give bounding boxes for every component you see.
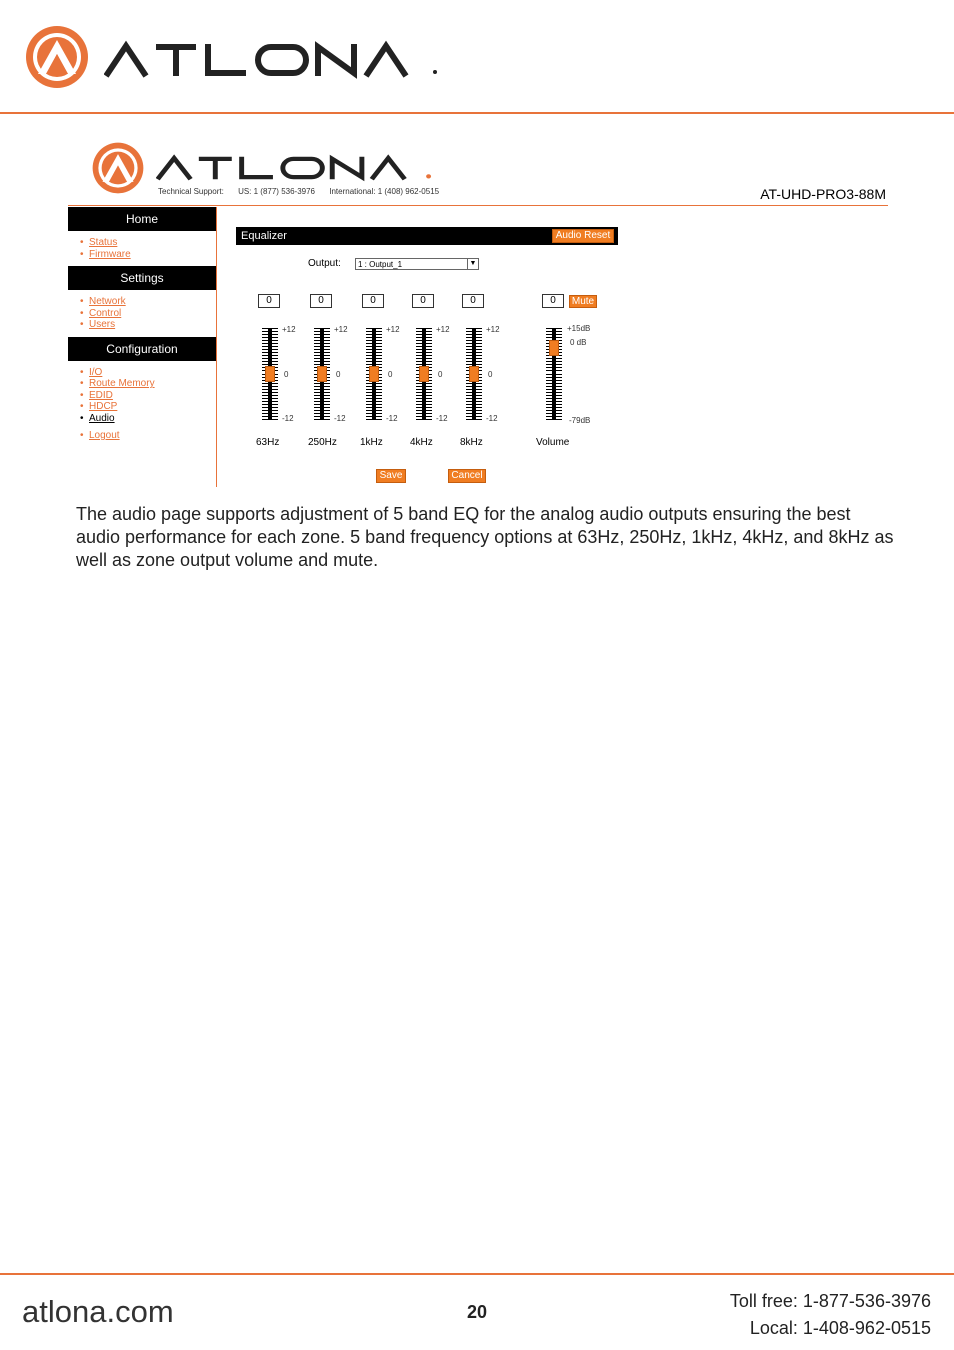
band-mid-label: 0 [438, 370, 443, 379]
footer-site: atlona.com [22, 1294, 174, 1329]
slider-tick [466, 343, 482, 344]
slider-tick [262, 419, 278, 420]
slider-tick [546, 331, 562, 332]
slider-tick [366, 410, 382, 411]
model-name: AT-UHD-PRO3-88M [760, 186, 886, 202]
slider-tick [262, 398, 278, 399]
slider-tick [262, 401, 278, 402]
slider-tick [314, 358, 330, 359]
slider-tick [416, 355, 432, 356]
config-list [68, 361, 216, 431]
toll-free-number: Toll free: 1-877-536-3976 [729, 1291, 931, 1311]
slider-tick [416, 352, 432, 353]
nav-item-edid[interactable]: • EDID [80, 390, 216, 402]
slider-tick [314, 419, 330, 420]
chevron-down-icon: ▼ [467, 259, 478, 269]
slider-tick [366, 331, 382, 332]
slider-tick [416, 337, 432, 338]
slider-tick [466, 328, 482, 329]
slider-tick [314, 398, 330, 399]
slider-tick [262, 407, 278, 408]
slider-tick [314, 343, 330, 344]
slider-tick [366, 392, 382, 393]
slider-tick [366, 383, 382, 384]
slider-tick [546, 395, 562, 396]
slider-tick [416, 401, 432, 402]
slider-tick [262, 343, 278, 344]
atlona-logo-icon [24, 24, 90, 90]
slider-tick [416, 398, 432, 399]
sidebar-nav [68, 207, 216, 448]
output-label: Output: [308, 258, 341, 269]
header-rule [0, 112, 954, 114]
slider-tick [314, 346, 330, 347]
slider-tick [366, 337, 382, 338]
slider-tick [416, 392, 432, 393]
slider-tick [262, 410, 278, 411]
slider-tick [546, 404, 562, 405]
band-value-input[interactable]: 0 [412, 294, 434, 308]
slider-tick [466, 349, 482, 350]
slider-knob[interactable] [549, 340, 559, 356]
slider-tick [546, 364, 562, 365]
band-slider[interactable] [414, 328, 434, 420]
support-intl: International: 1 (408) 962-0515 [329, 187, 440, 196]
description-text: The audio page supports adjustment of 5 band EQ for the analog audio outputs ensuring the best audio performance for each zone. 5 band frequency options at 63Hz, 250Hz, 1kHz, 4kHz, and 8kHz as well as zone output volume and mute. [76, 504, 894, 570]
slider-tick [366, 389, 382, 390]
slider-tick [314, 401, 330, 402]
slider-tick [262, 404, 278, 405]
band-value-input[interactable]: 0 [258, 294, 280, 308]
slider-tick [262, 334, 278, 335]
band-value-input[interactable]: 0 [310, 294, 332, 308]
slider-tick [546, 377, 562, 378]
band-frequency-label: 250Hz [308, 437, 337, 448]
slider-tick [416, 416, 432, 417]
audio-reset-button[interactable]: Audio Reset [552, 229, 614, 243]
slider-tick [314, 386, 330, 387]
slider-tick [466, 364, 482, 365]
slider-tick [546, 401, 562, 402]
slider-tick [314, 361, 330, 362]
slider-tick [546, 419, 562, 420]
volume-label: Volume [536, 437, 570, 448]
home-list [68, 231, 216, 266]
slider-tick [262, 358, 278, 359]
slider-tick [416, 383, 432, 384]
slider-tick [416, 419, 432, 420]
slider-tick [466, 386, 482, 387]
slider-tick [546, 334, 562, 335]
nav-item-control[interactable]: • Control [80, 308, 216, 320]
slider-tick [262, 331, 278, 332]
nav-item-hdcp[interactable]: • HDCP [80, 401, 216, 413]
band-max-label: +12 [334, 325, 348, 334]
nav-item-status[interactable]: • Status [80, 237, 216, 249]
band-min-label: -12 [386, 414, 398, 423]
nav-item-route-memory[interactable]: • Route Memory [80, 378, 216, 390]
screenshot-rule [68, 205, 888, 206]
band-max-label: +12 [486, 325, 500, 334]
slider-tick [466, 331, 482, 332]
slider-knob[interactable] [419, 366, 429, 382]
slider-tick [416, 334, 432, 335]
slider-tick [262, 328, 278, 329]
band-mid-label: 0 [284, 370, 289, 379]
slider-tick [416, 389, 432, 390]
eq-band [462, 294, 542, 454]
slider-tick [366, 352, 382, 353]
band-min-label: -12 [486, 414, 498, 423]
atlona-logo-icon [90, 141, 146, 195]
band-slider[interactable] [464, 328, 484, 420]
band-slider[interactable] [312, 328, 332, 420]
slider-tick [314, 355, 330, 356]
slider-tick [366, 413, 382, 414]
slider-tick [466, 419, 482, 420]
slider-tick [262, 389, 278, 390]
slider-tick [466, 395, 482, 396]
slider-tick [416, 328, 432, 329]
slider-tick [366, 346, 382, 347]
nav-item-logout[interactable]: • Logout [80, 430, 216, 442]
atlona-wordmark [104, 40, 444, 80]
slider-tick [366, 334, 382, 335]
logout-list [68, 430, 216, 448]
nav-item-network[interactable]: • Network [80, 296, 216, 308]
volume-max-label: +15dB [567, 324, 591, 333]
slider-tick [366, 364, 382, 365]
slider-tick [466, 407, 482, 408]
slider-tick [262, 349, 278, 350]
slider-tick [416, 364, 432, 365]
band-frequency-label: 8kHz [460, 437, 483, 448]
band-frequency-label: 63Hz [256, 437, 280, 448]
slider-tick [366, 407, 382, 408]
slider-knob[interactable] [369, 366, 379, 382]
slider-tick [262, 364, 278, 365]
slider-tick [466, 352, 482, 353]
settings-list [68, 290, 216, 337]
band-min-label: -12 [436, 414, 448, 423]
slider-tick [546, 389, 562, 390]
slider-tick [546, 410, 562, 411]
slider-knob[interactable] [469, 366, 479, 382]
slider-knob[interactable] [265, 366, 275, 382]
slider-tick [262, 346, 278, 347]
slider-tick [314, 364, 330, 365]
band-slider[interactable] [260, 328, 280, 420]
band-slider[interactable] [364, 328, 384, 420]
slider-tick [466, 355, 482, 356]
support-line [158, 187, 451, 196]
slider-tick [466, 346, 482, 347]
slider-tick [546, 328, 562, 329]
slider-tick [416, 386, 432, 387]
slider-tick [546, 416, 562, 417]
volume-control [536, 294, 612, 454]
slider-tick [416, 361, 432, 362]
slider-tick [546, 386, 562, 387]
nav-item-io[interactable]: • I/O [80, 367, 216, 379]
slider-tick [416, 395, 432, 396]
volume-slider[interactable] [544, 328, 564, 420]
slider-tick [314, 337, 330, 338]
mute-button[interactable]: Mute [569, 295, 597, 308]
slider-tick [366, 404, 382, 405]
slider-tick [466, 358, 482, 359]
slider-tick [314, 328, 330, 329]
slider-tick [546, 337, 562, 338]
support-us: US: 1 (877) 536-3976 [238, 187, 315, 196]
slider-tick [366, 401, 382, 402]
slider-tick [314, 352, 330, 353]
slider-tick [416, 340, 432, 341]
slider-tick [416, 343, 432, 344]
slider-tick [314, 416, 330, 417]
slider-tick [466, 401, 482, 402]
slider-tick [366, 395, 382, 396]
nav-item-users[interactable]: • Users [80, 319, 216, 331]
band-max-label: +12 [386, 325, 400, 334]
save-button[interactable]: Save [376, 469, 406, 483]
slider-tick [416, 407, 432, 408]
slider-tick [314, 331, 330, 332]
slider-tick [546, 370, 562, 371]
slider-tick [314, 334, 330, 335]
slider-tick [314, 395, 330, 396]
slider-tick [262, 352, 278, 353]
slider-tick [366, 361, 382, 362]
slider-tick [314, 389, 330, 390]
output-select[interactable] [355, 258, 479, 270]
slider-tick [466, 383, 482, 384]
slider-tick [546, 407, 562, 408]
slider-tick [466, 416, 482, 417]
slider-tick [366, 419, 382, 420]
nav-item-firmware[interactable]: • Firmware [80, 249, 216, 261]
band-frequency-label: 1kHz [360, 437, 383, 448]
slider-knob[interactable] [317, 366, 327, 382]
slider-tick [314, 413, 330, 414]
slider-tick [416, 410, 432, 411]
footer-contact [640, 1288, 931, 1342]
slider-tick [466, 404, 482, 405]
band-max-label: +12 [436, 325, 450, 334]
atlona-wordmark-small [156, 154, 436, 182]
slider-tick [262, 340, 278, 341]
slider-tick [546, 374, 562, 375]
slider-tick [546, 358, 562, 359]
slider-tick [366, 355, 382, 356]
slider-tick [546, 413, 562, 414]
band-min-label: -12 [282, 414, 294, 423]
slider-tick [466, 410, 482, 411]
slider-tick [366, 398, 382, 399]
slider-tick [416, 358, 432, 359]
slider-tick [366, 416, 382, 417]
slider-tick [366, 328, 382, 329]
page-number: 20 [466, 1302, 488, 1322]
output-select-value: 1 : Output_1 [358, 260, 403, 269]
slider-tick [366, 349, 382, 350]
slider-tick [466, 389, 482, 390]
slider-tick [416, 349, 432, 350]
band-mid-label: 0 [488, 370, 493, 379]
band-value-input[interactable]: 0 [462, 294, 484, 308]
nav-settings[interactable]: Settings [68, 266, 216, 290]
support-label: Technical Support: [158, 187, 224, 196]
volume-value-input[interactable]: 0 [542, 294, 564, 308]
nav-home[interactable]: Home [68, 207, 216, 231]
footer-rule [0, 1273, 954, 1275]
slider-tick [546, 380, 562, 381]
slider-tick [366, 358, 382, 359]
slider-tick [262, 416, 278, 417]
slider-tick [546, 361, 562, 362]
slider-tick [546, 383, 562, 384]
slider-tick [466, 340, 482, 341]
slider-tick [546, 398, 562, 399]
slider-tick [314, 404, 330, 405]
slider-tick [546, 392, 562, 393]
equalizer-title: Equalizer [241, 230, 287, 242]
slider-tick [262, 413, 278, 414]
slider-tick [366, 340, 382, 341]
band-value-input[interactable]: 0 [362, 294, 384, 308]
slider-tick [366, 343, 382, 344]
slider-tick [416, 404, 432, 405]
slider-tick [314, 349, 330, 350]
slider-tick [314, 407, 330, 408]
slider-tick [314, 392, 330, 393]
slider-tick [466, 413, 482, 414]
slider-tick [416, 346, 432, 347]
band-min-label: -12 [334, 414, 346, 423]
slider-tick [314, 340, 330, 341]
slider-tick [416, 413, 432, 414]
slider-tick [262, 392, 278, 393]
band-max-label: +12 [282, 325, 296, 334]
slider-tick [466, 392, 482, 393]
slider-tick [466, 334, 482, 335]
slider-tick [416, 331, 432, 332]
local-number: Local: 1-408-962-0515 [749, 1318, 931, 1338]
slider-tick [262, 386, 278, 387]
volume-min-label: -79dB [569, 416, 591, 425]
cancel-button[interactable]: Cancel [448, 469, 486, 483]
slider-tick [262, 395, 278, 396]
nav-divider [216, 207, 217, 487]
slider-tick [546, 367, 562, 368]
nav-configuration[interactable]: Configuration [68, 337, 216, 361]
band-mid-label: 0 [336, 370, 341, 379]
slider-tick [262, 355, 278, 356]
slider-tick [314, 410, 330, 411]
band-frequency-label: 4kHz [410, 437, 433, 448]
slider-tick [262, 337, 278, 338]
slider-tick [262, 383, 278, 384]
band-mid-label: 0 [388, 370, 393, 379]
slider-tick [466, 337, 482, 338]
slider-tick [366, 386, 382, 387]
nav-item-audio[interactable]: • Audio [80, 413, 216, 425]
slider-tick [466, 398, 482, 399]
slider-tick [314, 383, 330, 384]
volume-zero-label: 0 dB [570, 338, 587, 347]
slider-tick [466, 361, 482, 362]
slider-tick [262, 361, 278, 362]
